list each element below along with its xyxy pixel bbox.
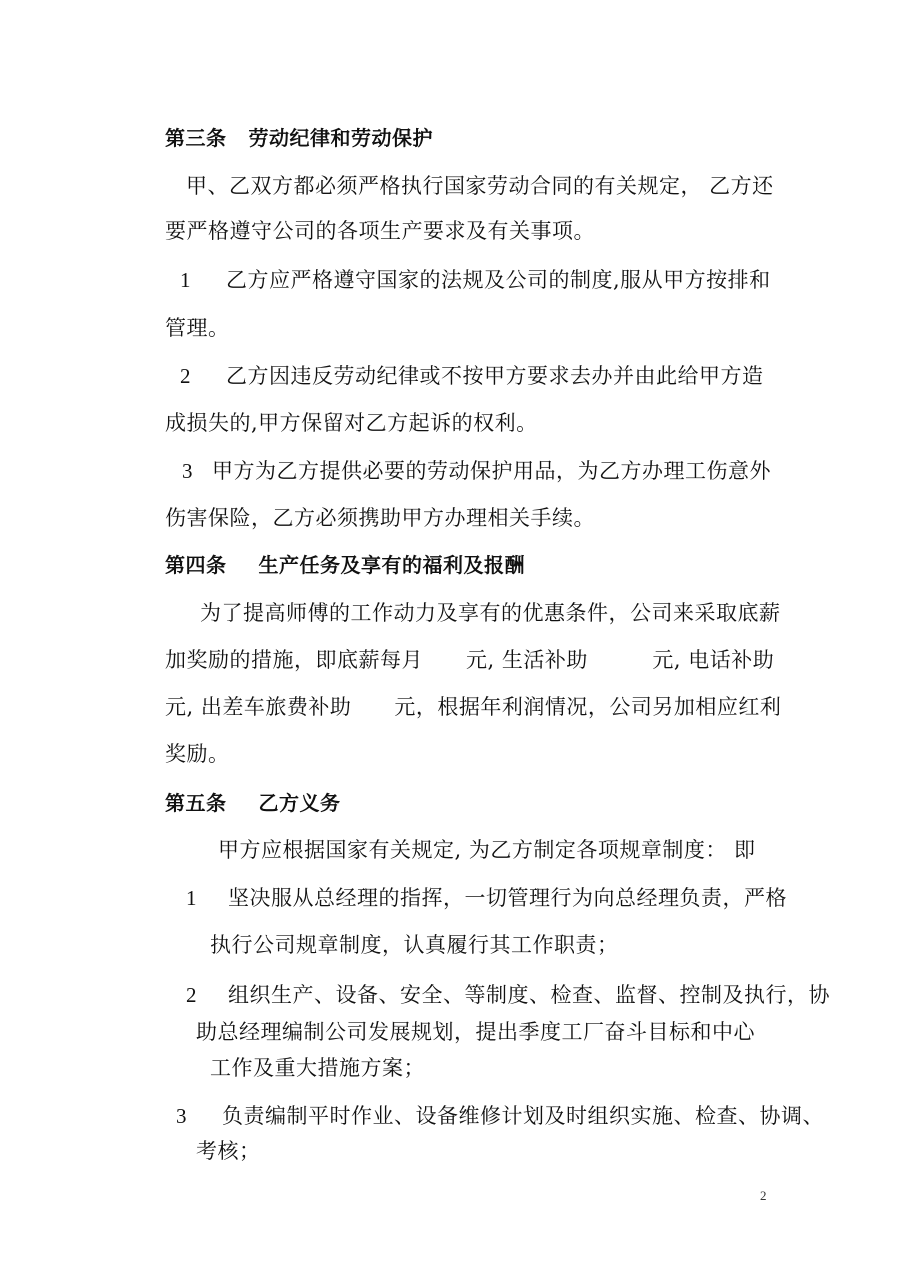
article3-intro-line2: 要严格遵守公司的各项生产要求及有关事项。 xyxy=(165,219,595,243)
article5-item2-number: 2 xyxy=(186,983,197,1007)
article4-heading-number: 第四条 xyxy=(165,553,227,577)
page-number: 2 xyxy=(760,1188,767,1203)
article5-item1-line1 xyxy=(186,883,787,913)
article3-heading xyxy=(165,123,433,153)
article3-item1-text: 乙方应严格遵守国家的法规及公司的制度,服从甲方按排和 xyxy=(226,268,771,292)
article3-item2-text: 乙方因违反劳动纪律或不按甲方要求去办并由此给甲方造 xyxy=(226,364,764,388)
article3-item3-line2: 伤害保险，乙方必须携助甲方办理相关手续。 xyxy=(165,506,595,530)
article4-line2: 加奖励的措施，即底薪每月 元, 生活补助 元, 电话补助 xyxy=(165,648,775,672)
article5-item1-text: 坚决服从总经理的指挥，一切管理行为向总经理负责，严格 xyxy=(228,886,787,910)
article5-item3-number: 3 xyxy=(176,1104,187,1128)
article5-item2-line2: 助总经理编制公司发展规划，提出季度工厂奋斗目标和中心 xyxy=(196,1020,755,1044)
article5-heading-number: 第五条 xyxy=(165,791,227,815)
article3-item1-line1 xyxy=(180,265,771,295)
article5-item2-text: 组织生产、设备、安全、等制度、检查、监督、控制及执行，协 xyxy=(228,983,830,1007)
article3-item1-line2: 管理。 xyxy=(165,316,230,340)
article3-heading-number: 第三条 xyxy=(165,126,227,150)
article5-item2-line3: 工作及重大措施方案； xyxy=(210,1056,425,1080)
article3-item3-line1 xyxy=(182,456,771,486)
article3-heading-title: 劳动纪律和劳动保护 xyxy=(248,126,433,150)
article3-item2-line1 xyxy=(180,361,764,391)
article4-line1: 为了提高师傅的工作动力及享有的优惠条件，公司来采取底薪 xyxy=(200,601,781,625)
article5-item1-line2: 执行公司规章制度，认真履行其工作职责； xyxy=(210,933,619,957)
article5-heading xyxy=(165,788,341,818)
article5-item1-number: 1 xyxy=(186,886,197,910)
article4-heading-title: 生产任务及享有的福利及报酬 xyxy=(258,553,525,577)
article4-line4: 奖励。 xyxy=(165,742,230,766)
article3-item2-number: 2 xyxy=(180,364,191,388)
article3-item2-line2: 成损失的,甲方保留对乙方起诉的权利。 xyxy=(165,411,538,435)
article3-item3-number: 3 xyxy=(182,459,193,483)
article4-heading xyxy=(165,550,525,580)
article5-item3-text: 负责编制平时作业、设备维修计划及时组织实施、检查、协调、 xyxy=(222,1104,824,1128)
article4-line3: 元, 出差车旅费补助 元，根据年利润情况，公司另加相应红利 xyxy=(165,695,782,719)
article3-item3-text: 甲方为乙方提供必要的劳动保护用品，为乙方办理工伤意外 xyxy=(212,459,771,483)
article3-intro-line1: 甲、乙双方都必须严格执行国家劳动合同的有关规定， 乙方还 xyxy=(186,174,774,198)
article5-item3-line1 xyxy=(176,1101,824,1131)
article5-item2-line1 xyxy=(186,980,830,1010)
article3-item1-number: 1 xyxy=(180,268,191,292)
article5-item3-line2: 考核； xyxy=(196,1139,261,1163)
article5-intro: 甲方应根据国家有关规定, 为乙方制定各项规章制度： 即 xyxy=(218,838,756,862)
article5-heading-title: 乙方义务 xyxy=(258,791,341,815)
